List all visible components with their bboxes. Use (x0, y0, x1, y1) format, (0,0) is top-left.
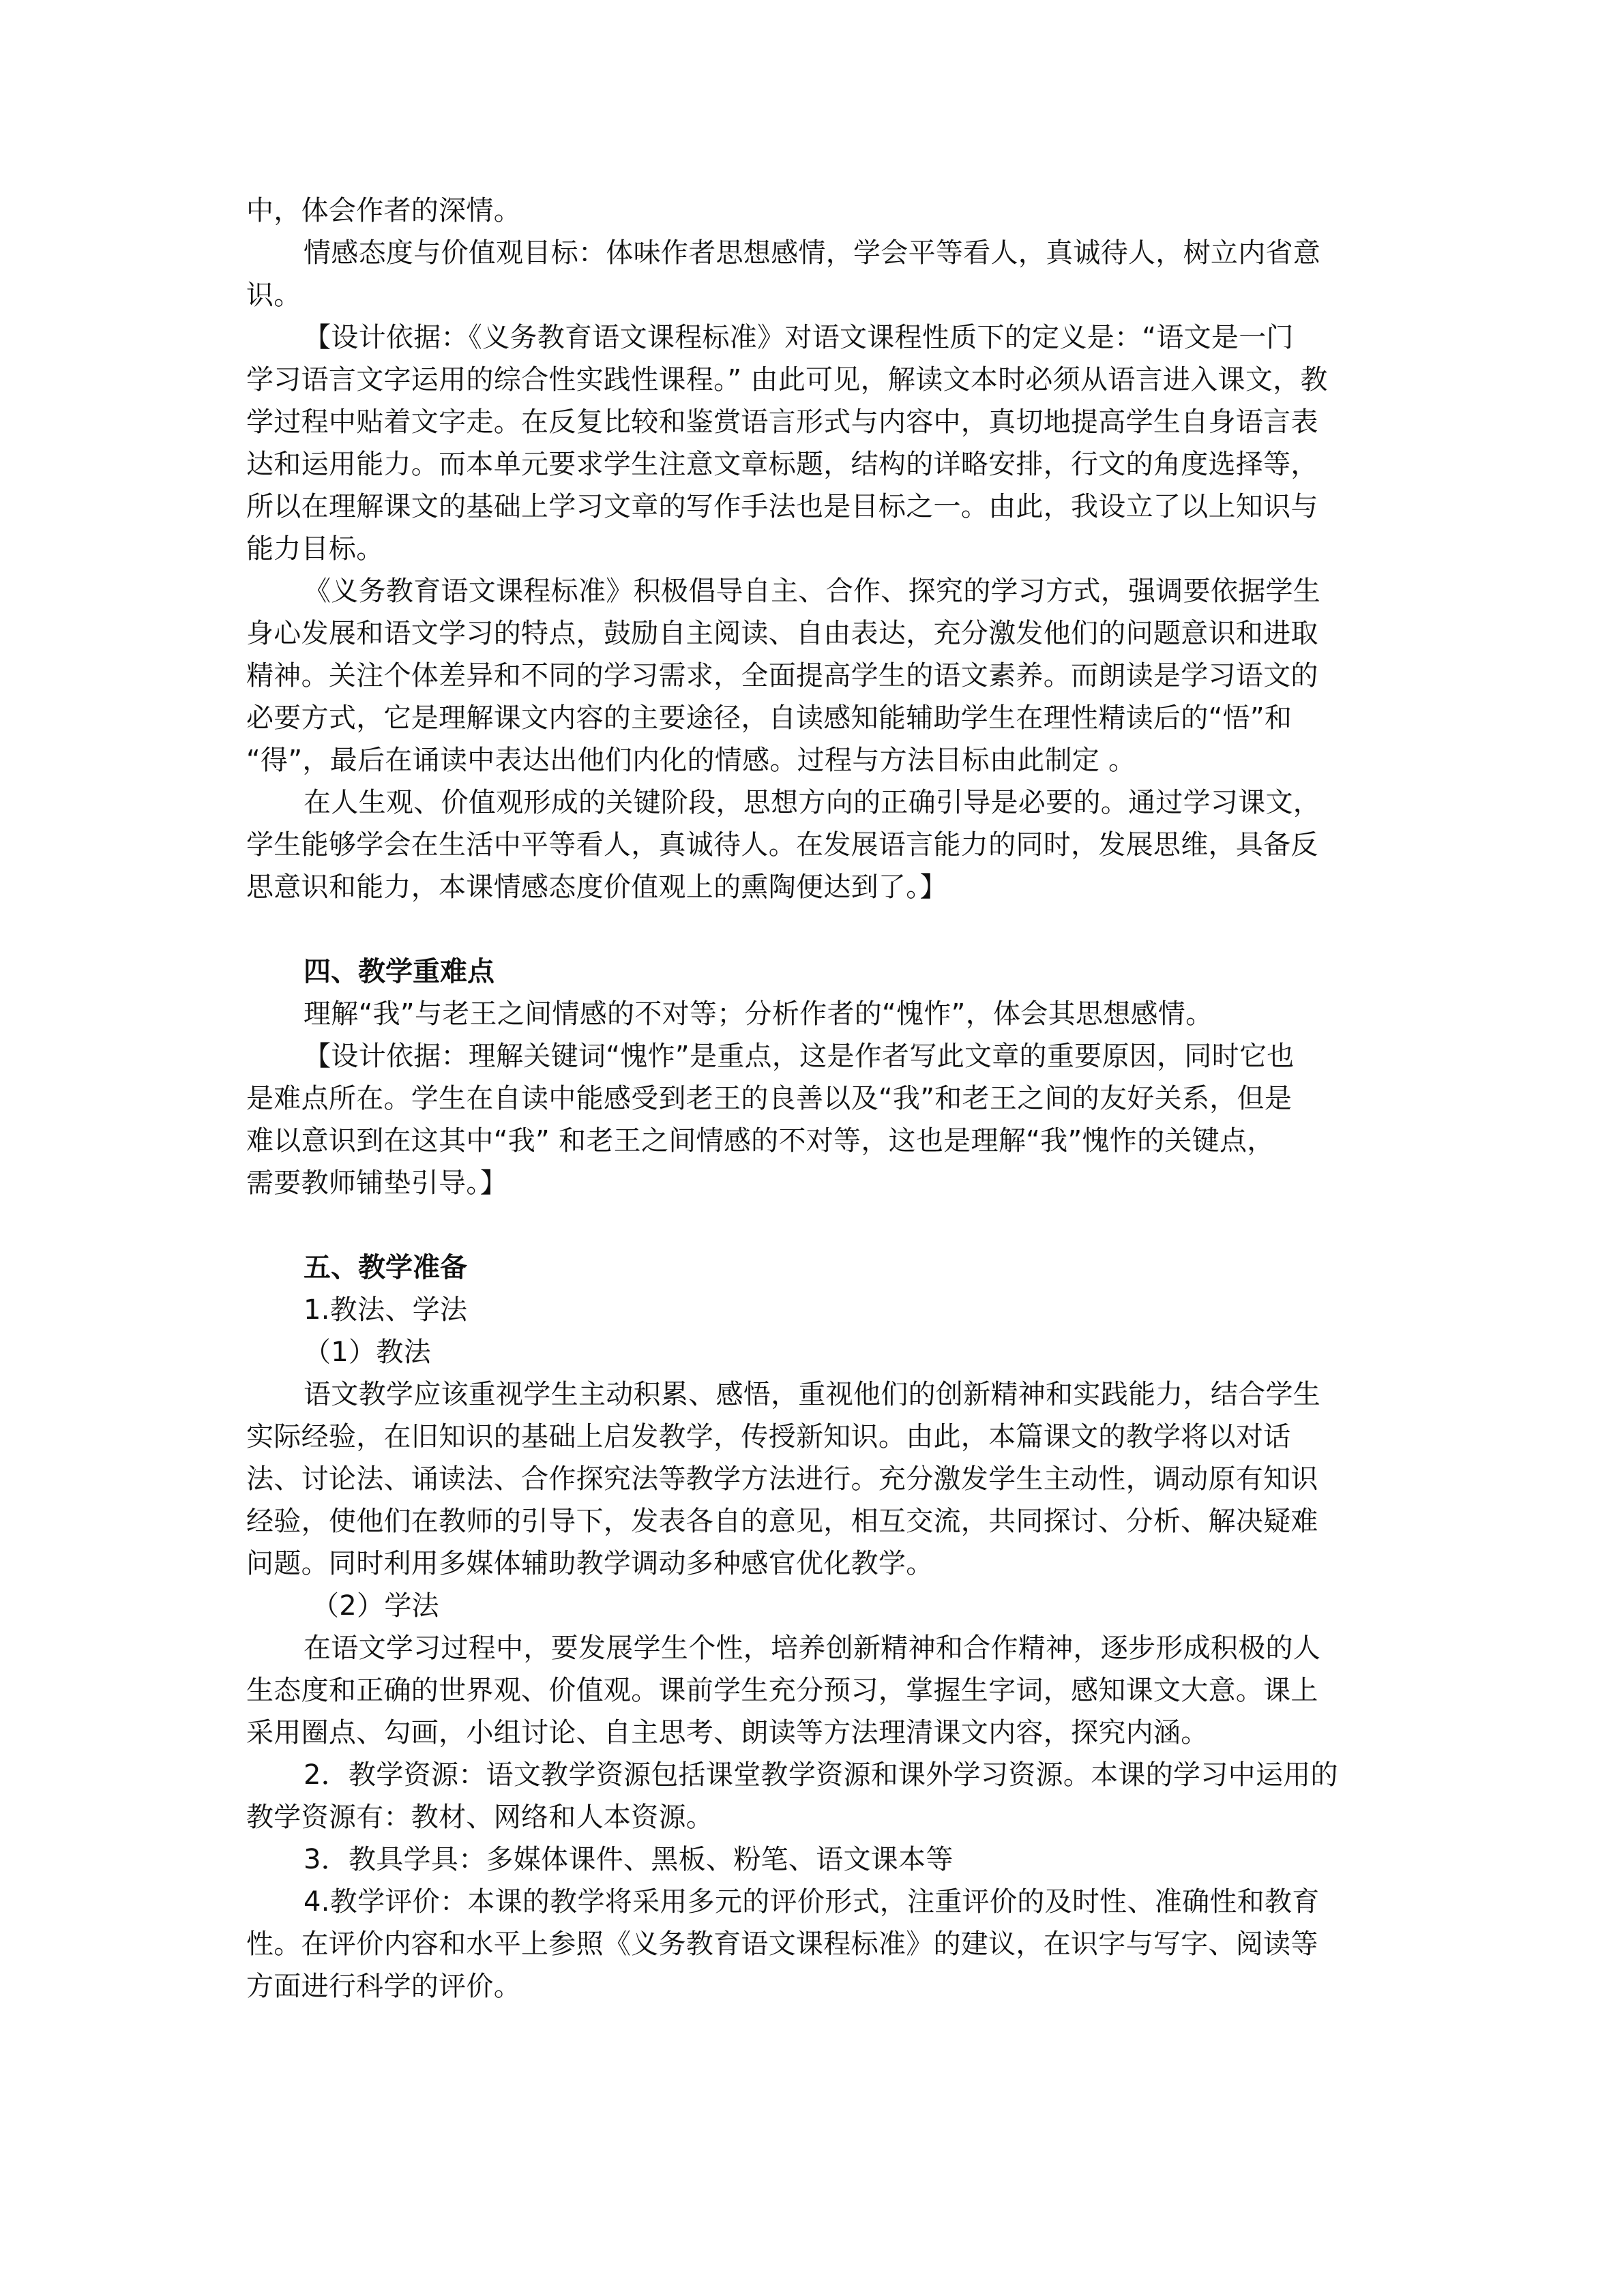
subsection-title: （2）学法 (312, 1590, 439, 1622)
section-heading: 四、教学重难点 (304, 956, 494, 987)
text-line: 4.教学评价：本课的教学将采用多元的评价形式，注重评价的及时性、准确性和教育 (304, 1886, 1320, 1918)
text-line: 理解“我”与老王之间情感的不对等；分析作者的“愧怍”，体会其思想感情。 (304, 998, 1213, 1030)
text-line: 采用圈点、勾画，小组讨论、自主思考、朗读等方法理清课文内容，探究内涵。 (246, 1717, 1209, 1748)
subsection-title: （1）教法 (304, 1337, 431, 1368)
text-line: 学习语言文字运用的综合性实践性课程。” 由此可见，解读文本时必须从语言进入课文，教 (246, 364, 1328, 396)
text-line: 必要方式，它是理解课文内容的主要途径，自读感知能辅助学生在理性精读后的“悟”和 (246, 702, 1293, 734)
text-line: “得”，最后在诵读中表达出他们内化的情感。过程与方法目标由此制定 。 (246, 745, 1136, 776)
text-line: 所以在理解课文的基础上学习文章的写作手法也是目标之一。由此，我设立了以上知识与 (246, 491, 1318, 522)
section-heading: 五、教学准备 (304, 1252, 467, 1283)
text-line: 识。 (246, 280, 301, 311)
text-line: 【设计依据：《义务教育语文课程标准》对语文课程性质下的定义是：“语文是一门 (304, 322, 1294, 353)
text-line: 身心发展和语文学习的特点，鼓励自主阅读、自由表达，充分激发他们的问题意识和进取 (246, 618, 1318, 649)
text-line: 教学资源有：教材、网络和人本资源。 (246, 1802, 714, 1833)
text-line: 在语文学习过程中，要发展学生个性，培养创新精神和合作精神，逐步形成积极的人 (304, 1632, 1321, 1664)
text-line: 学过程中贴着文字走。在反复比较和鉴赏语言形式与内容中，真切地提高学生自身语言表 (246, 406, 1318, 438)
text-line: 3．教具学具：多媒体课件、黑板、粉笔、语文课本等 (304, 1844, 954, 1875)
text-line: 语文教学应该重视学生主动积累、感悟，重视他们的创新精神和实践能力，结合学生 (304, 1379, 1321, 1410)
text-line: 2．教学资源：语文教学资源包括课堂教学资源和课外学习资源。本课的学习中运用的 (304, 1759, 1338, 1791)
text-line: 精神。关注个体差异和不同的学习需求，全面提高学生的语文素养。而朗读是学习语文的 (246, 660, 1318, 691)
text-line: 思意识和能力，本课情感态度价值观上的熏陶便达到了。】 (246, 871, 947, 903)
blank-line (246, 908, 1378, 951)
subsection-title: 1.教法、学法 (304, 1294, 468, 1326)
text-line: 实际经验，在旧知识的基础上启发教学，传授新知识。由此，本篇课文的教学将以对话 (246, 1421, 1291, 1452)
text-line: 经验，使他们在教师的引导下，发表各自的意见，相互交流，共同探讨、分析、解决疑难 (246, 1506, 1318, 1537)
blank-line (246, 1204, 1378, 1247)
document-page (246, 190, 1378, 2008)
text-line: 方面进行科学的评价。 (246, 1971, 521, 2002)
text-line: 情感态度与价值观目标：体味作者思想感情，学会平等看人，真诚待人，树立内省意 (304, 237, 1321, 269)
text-line: 能力目标。 (246, 533, 384, 565)
text-line: 在人生观、价值观形成的关键阶段，思想方向的正确引导是必要的。通过学习课文， (304, 787, 1321, 818)
text-line: 中，体会作者的深情。 (246, 195, 521, 226)
text-line: 学生能够学会在生活中平等看人，真诚待人。在发展语言能力的同时，发展思维，具备反 (246, 829, 1318, 861)
text-line: 需要教师铺垫引导。】 (246, 1167, 507, 1199)
text-line: 性。在评价内容和水平上参照《义务教育语文课程标准》的建议，在识字与写字、阅读等 (246, 1928, 1318, 1960)
text-line: 法、讨论法、诵读法、合作探究法等教学方法进行。充分激发学生主动性，调动原有知识 (246, 1463, 1318, 1495)
text-line: 难以意识到在这其中“我” 和老王之间情感的不对等，这也是理解“我”愧怍的关键点， (246, 1125, 1275, 1157)
text-line: 达和运用能力。而本单元要求学生注意文章标题，结构的详略安排，行文的角度选择等， (246, 449, 1318, 480)
text-line: 生态度和正确的世界观、价值观。课前学生充分预习，掌握生字词，感知课文大意。课上 (246, 1675, 1318, 1706)
text-line: 问题。同时利用多媒体辅助教学调动多种感官优化教学。 (246, 1548, 934, 1579)
text-line: 是难点所在。学生在自读中能感受到老王的良善以及“我”和老王之间的友好关系，但是 (246, 1083, 1293, 1114)
text-line: 【设计依据：理解关键词“愧怍”是重点，这是作者写此文章的重要原因，同时它也 (304, 1041, 1295, 1072)
text-line: 《义务教育语文课程标准》积极倡导自主、合作、探究的学习方式，强调要依据学生 (304, 576, 1321, 607)
